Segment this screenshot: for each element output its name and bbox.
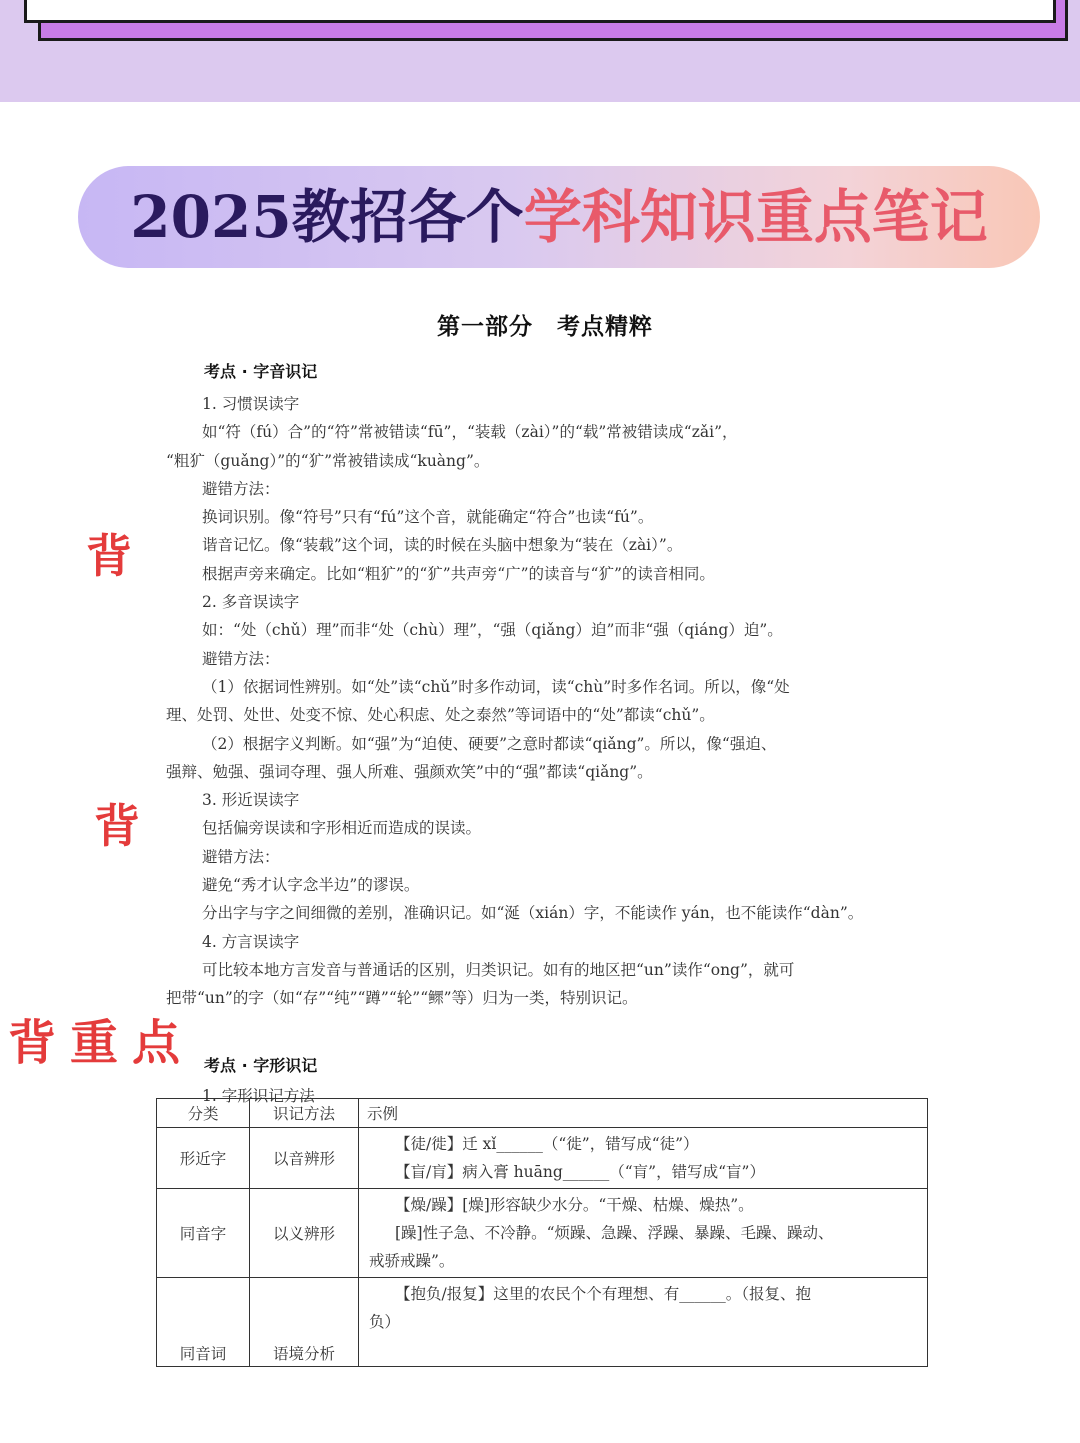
table-cell: 同音字 xyxy=(157,1189,250,1278)
card xyxy=(24,0,1056,23)
text-line: 理、处罚、处世、处变不惊、处心积虑、处之泰然”等词语中的“处”都读“chǔ”。 xyxy=(166,706,715,725)
table-cell: 语境分析 xyxy=(250,1278,359,1367)
notes-table xyxy=(156,1098,928,1367)
text-line: 避错方法： xyxy=(202,479,280,498)
text-line: 谐音记忆。像“装载”这个词，读的时候在头脑中想象为“装在（zài）”。 xyxy=(202,536,683,555)
table-header: 分类 xyxy=(157,1099,250,1128)
text-line: 避错方法： xyxy=(202,649,280,668)
document-page xyxy=(150,296,940,1363)
example-line: 【抱负/报复】这里的农民个个有理想、有______。（报复、抱 xyxy=(395,1285,811,1303)
section-title: 考点 · 字形识记 xyxy=(204,1055,318,1075)
example-line: 戒骄戒躁”。 xyxy=(369,1252,455,1270)
table-cell: 以音辨形 xyxy=(250,1128,359,1189)
example-line: 【燥/躁】[燥]形容缺少水分。“干燥、枯燥、燥热”。 xyxy=(395,1196,754,1214)
text-line: 3. 形近误读字 xyxy=(202,791,300,810)
table-row xyxy=(157,1189,928,1278)
title-accent: 学科知识重点笔记 xyxy=(523,183,988,251)
table-header-row xyxy=(157,1099,928,1128)
text-line: 包括偏旁误读和字形相近而造成的误读。 xyxy=(202,819,482,838)
text-line: 避错方法： xyxy=(202,847,280,866)
table-header: 示例 xyxy=(359,1099,928,1128)
text-line: 分出字与字之间细微的差别，准确识记。如“涎（xián）字，不能读作 yán，也不能读作“dàn”。 xyxy=(202,904,864,923)
section-subtitle: 1. 字形识记方法 xyxy=(202,1086,315,1105)
page-title xyxy=(78,166,1040,268)
text-line: 强辩、勉强、强词夺理、强人所难、强颜欢笑”中的“强”都读“qiǎng”。 xyxy=(166,762,653,781)
text-line: 如“符（fú）合”的“符”常被错读“fū”，“装载（zài）”的“载”常被错读成“zǎi”， xyxy=(202,423,738,442)
text-line: 避免“秀才认字念半边”的谬误。 xyxy=(202,876,420,895)
text-line: 换词识别。像“符号”只有“fú”这个音，就能确定“符合”也读“fú”。 xyxy=(202,508,654,527)
text-line: 4. 方言误读字 xyxy=(202,932,300,951)
text-line: （1）依据词性辨别。如“处”读“chǔ”时多作动词，读“chù”时多作名词。所以，像“处 xyxy=(202,677,790,696)
table-row xyxy=(157,1128,928,1189)
table-cell: 形近字 xyxy=(157,1128,250,1189)
text-line: 如：“处（chǔ）理”而非“处（chù）理”，“强（qiǎng）迫”而非“强（qiáng）迫”。 xyxy=(202,621,783,640)
handwritten-mark: 背 xyxy=(86,529,146,583)
text-line: “粗犷（guǎng）”的“犷”常被错读成“kuàng”。 xyxy=(166,451,490,470)
example-line: 【徒/徙】迁 xǐ______（“徙”，错写成“徒”） xyxy=(395,1135,699,1153)
example-line: 【盲/肓】病入膏 huāng______（“肓”，错写成“盲”） xyxy=(395,1163,765,1181)
text-line: 2. 多音误读字 xyxy=(202,593,300,612)
text-line: 1. 习惯误读字 xyxy=(202,395,300,413)
example-line: [躁]性子急、不冷静。“烦躁、急躁、浮躁、暴躁、毛躁、躁动、 xyxy=(395,1224,834,1242)
example-line: 负） xyxy=(369,1313,401,1331)
text-line: 根据声旁来确定。比如“粗犷”的“犷”共声旁“广”的读音与“犷”的读音相同。 xyxy=(202,564,715,583)
table-header: 识记方法 xyxy=(250,1099,359,1128)
title-dark: 2025教招各个 xyxy=(130,183,524,251)
table-cell: 以义辨形 xyxy=(250,1189,359,1278)
table-cell xyxy=(359,1278,928,1367)
text-line: （2）根据字义判断。如“强”为“迫使、硬要”之意时都读“qiǎng”。所以，像“强迫、 xyxy=(202,734,777,753)
section-title: 考点 · 字音识记 xyxy=(204,362,318,381)
table-row xyxy=(157,1278,928,1367)
handwritten-mark: 背 xyxy=(94,799,154,853)
table-cell: 同音词 xyxy=(157,1278,250,1367)
table-cell xyxy=(359,1128,928,1189)
table-cell xyxy=(359,1189,928,1278)
handwritten-mark: 背重点 xyxy=(8,1015,195,1071)
part-title: 第一部分 考点精粹 xyxy=(437,314,653,340)
text-line: 可比较本地方言发音与普通话的区别，归类识记。如有的地区把“un”读作“ong”，就可 xyxy=(202,960,795,979)
text-line: 把带“un”的字（如“存”“纯”“蹲”“轮”“鳏”等）归为一类，特别识记。 xyxy=(166,989,638,1008)
